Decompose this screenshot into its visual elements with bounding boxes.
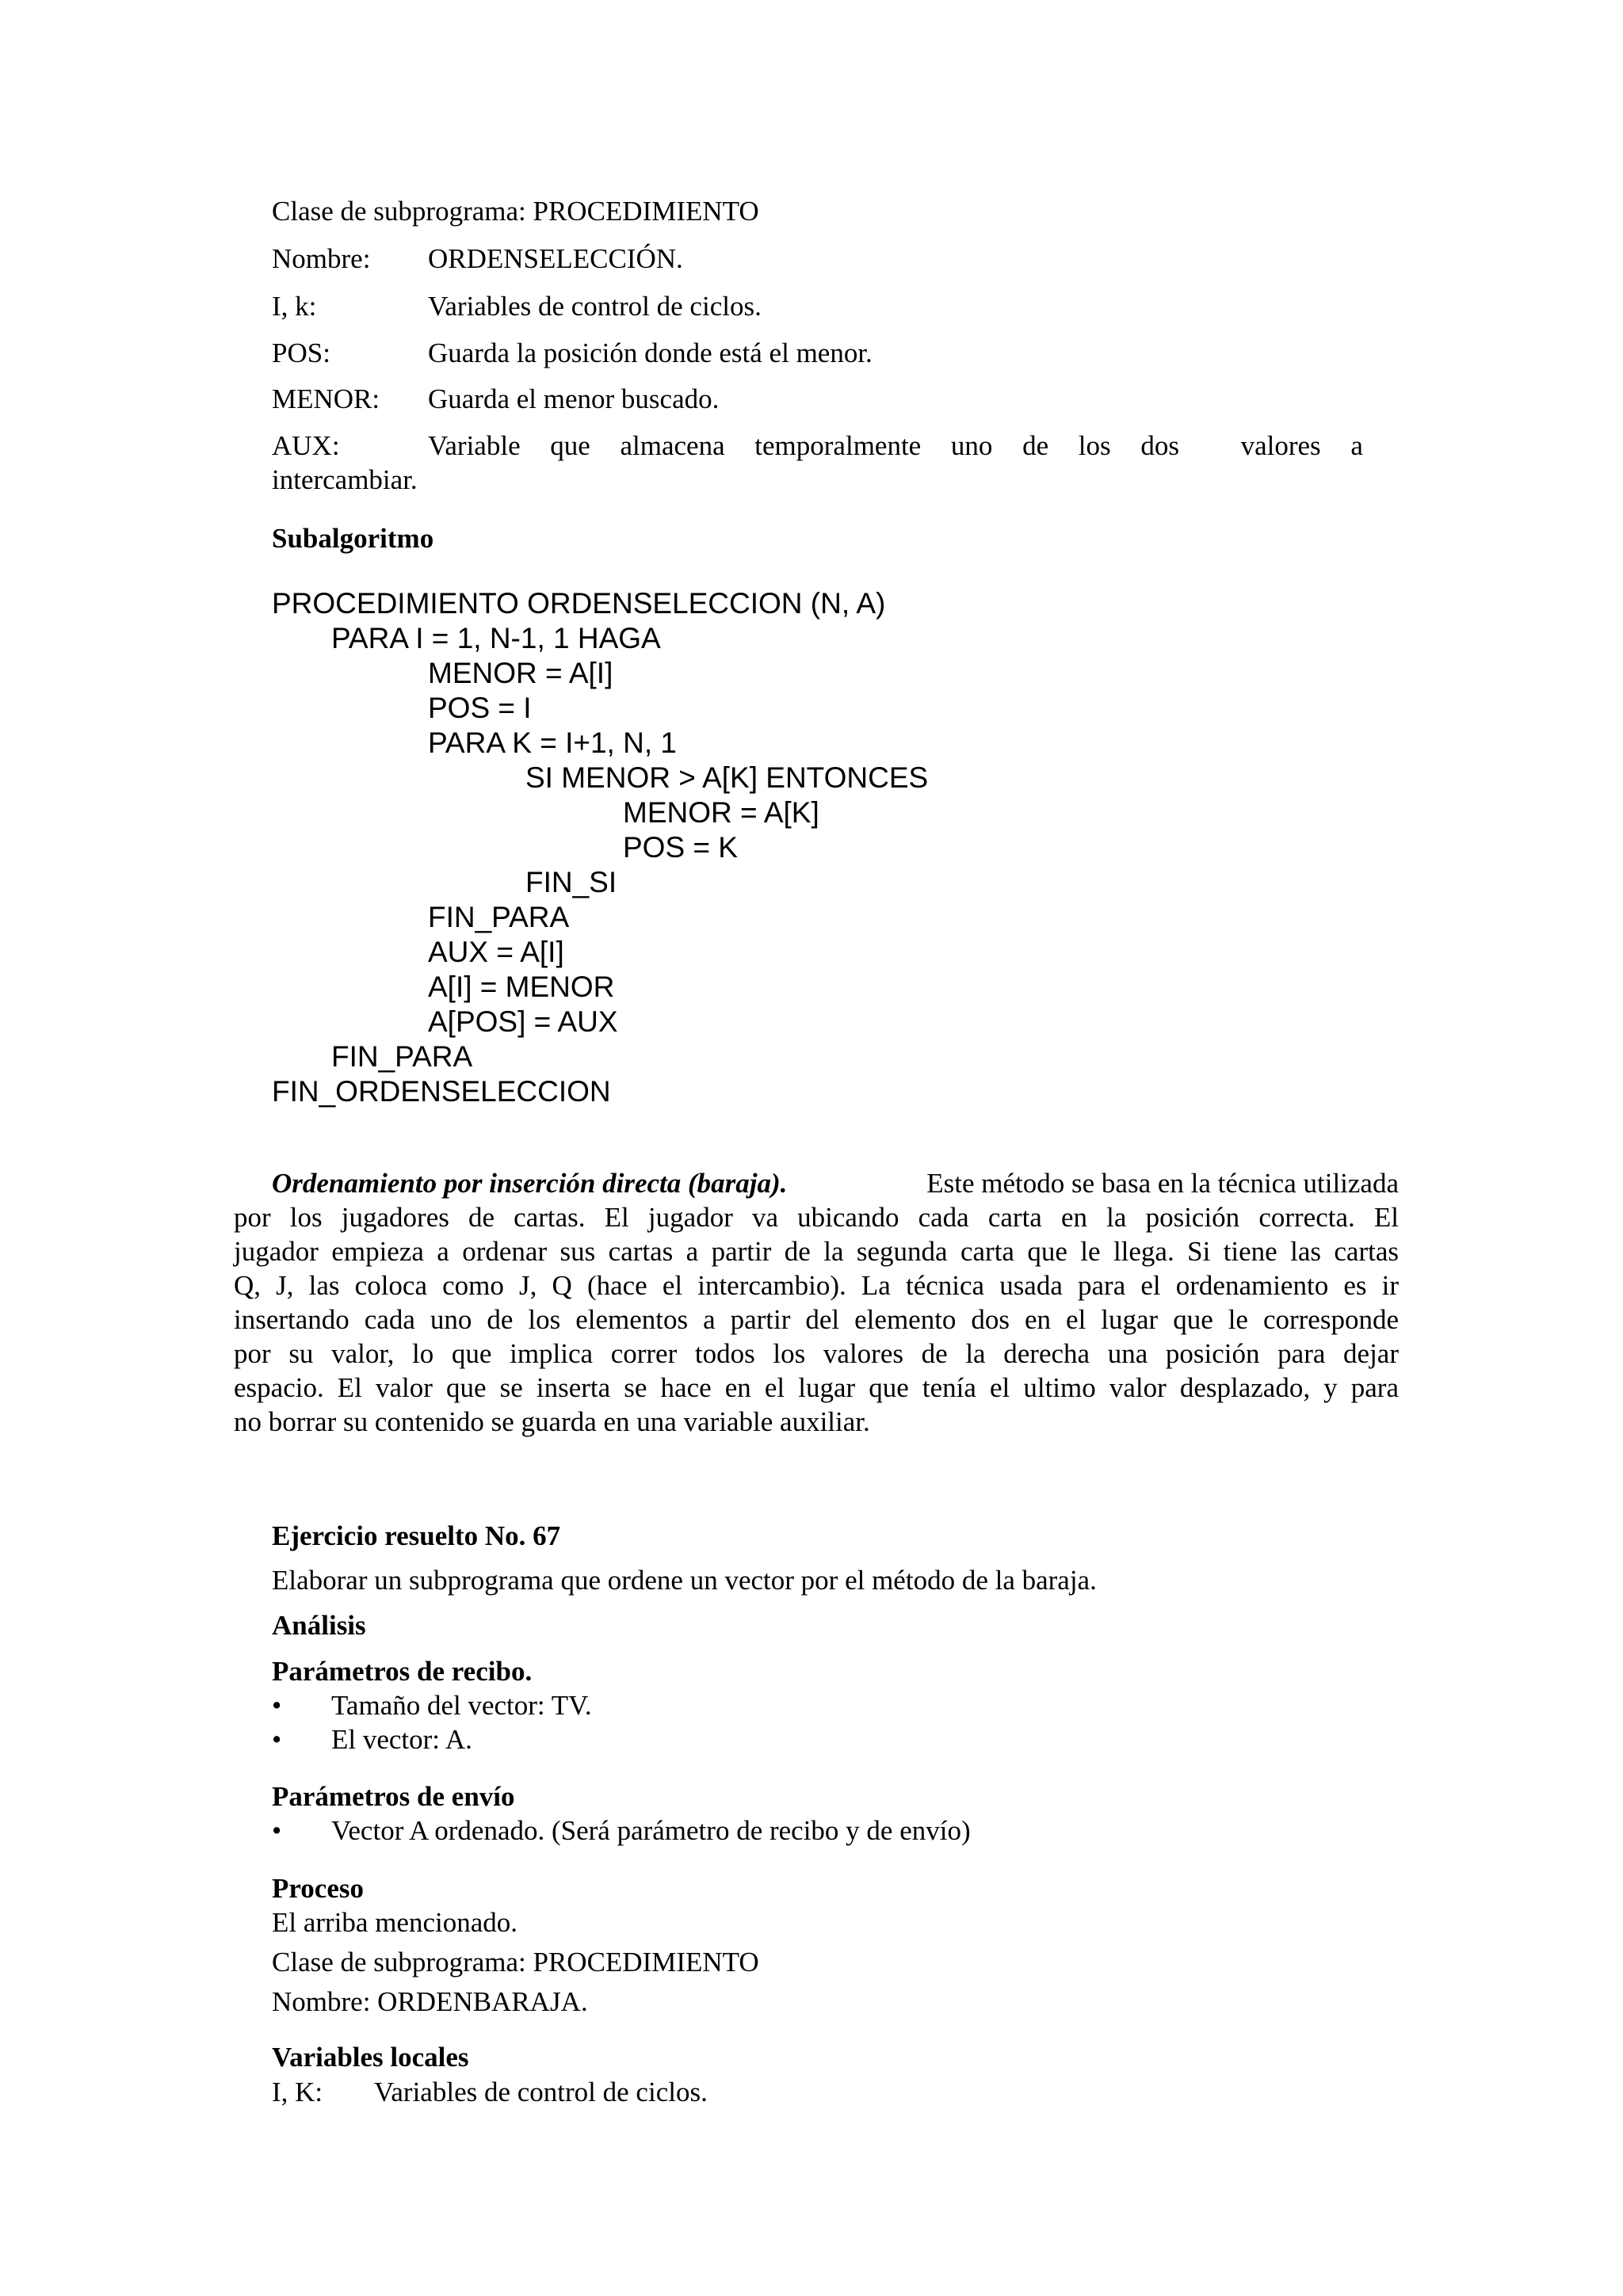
- ejercicio-heading: Ejercicio resuelto No. 67: [272, 1520, 561, 1551]
- insercion-body: [234, 1200, 1399, 1439]
- code-line: PARA K = I+1, N, 1: [428, 727, 677, 759]
- analisis-heading: Análisis: [272, 1610, 366, 1641]
- aux-word: de: [1022, 430, 1049, 461]
- bullet: •: [272, 1815, 282, 1846]
- aux-word: Variable: [428, 430, 521, 461]
- variables-heading: Variables locales: [272, 2042, 469, 2073]
- code-line: MENOR = A[I]: [428, 657, 613, 689]
- aux-word: uno: [950, 430, 993, 461]
- nombre-label: Nombre:: [272, 243, 371, 274]
- code-line: POS = K: [623, 831, 738, 864]
- code-line: FIN_SI: [525, 866, 617, 898]
- code-line: PROCEDIMIENTO ORDENSELECCION (N, A): [272, 587, 886, 620]
- code-line: POS = I: [428, 692, 532, 724]
- aux-label: AUX:: [272, 430, 340, 461]
- menor-label: MENOR:: [272, 383, 380, 414]
- code-line: A[POS] = AUX: [428, 1005, 618, 1038]
- proceso-heading: Proceso: [272, 1873, 364, 1904]
- aux-word: almacena: [620, 430, 725, 461]
- aux-word: los: [1078, 430, 1111, 461]
- pos-label: POS:: [272, 338, 330, 368]
- code-line: FIN_PARA: [331, 1040, 473, 1073]
- aux-continuation: intercambiar.: [272, 464, 418, 495]
- envio-item: Vector A ordenado. (Será parámetro de recibo y de envío): [331, 1815, 971, 1846]
- bullet: •: [272, 1724, 282, 1755]
- paragraph-line: no borrar su contenido se guarda en una variable auxiliar.: [234, 1406, 870, 1437]
- code-line: FIN_PARA: [428, 901, 570, 933]
- insercion-paragraph: [234, 1166, 1399, 1200]
- ejercicio-enunciado: Elaborar un subprograma que ordene un vector por el método de la baraja.: [272, 1565, 1097, 1596]
- aux-word: que: [550, 430, 590, 461]
- recibo-heading: Parámetros de recibo.: [272, 1656, 533, 1687]
- recibo-item: Tamaño del vector: TV.: [331, 1690, 592, 1721]
- paragraph-line: Q, J, las coloca como J, Q (hace el intercambio). La técnica usada para el ordenamiento es ir: [234, 1270, 1399, 1301]
- var-value: Variables de control de ciclos.: [374, 2077, 708, 2107]
- menor-value: Guarda el menor buscado.: [428, 383, 720, 414]
- aux-word: a: [1350, 430, 1363, 461]
- aux-word: dos: [1140, 430, 1179, 461]
- aux-description: [428, 429, 1363, 463]
- proceso-line: Nombre: ORDENBARAJA.: [272, 1986, 588, 2017]
- proceso-line: Clase de subprograma: PROCEDIMIENTO: [272, 1947, 759, 1978]
- clase-subprograma-line: Clase de subprograma: PROCEDIMIENTO: [272, 196, 759, 227]
- ik-label: I, k:: [272, 291, 317, 322]
- code-line: MENOR = A[K]: [623, 796, 819, 829]
- envio-heading: Parámetros de envío: [272, 1781, 515, 1812]
- code-line: FIN_ORDENSELECCION: [272, 1075, 611, 1108]
- bullet: •: [272, 1690, 282, 1721]
- pos-value: Guarda la posición donde está el menor.: [428, 338, 873, 368]
- paragraph-line: espacio. El valor que se inserta se hace en el lugar que tenía el ultimo valor desplazado, y para: [234, 1372, 1399, 1403]
- aux-word: valores: [1240, 430, 1321, 461]
- ik-value: Variables de control de ciclos.: [428, 291, 762, 322]
- var-label: I, K:: [272, 2077, 323, 2107]
- code-line: PARA I = 1, N-1, 1 HAGA: [331, 622, 661, 654]
- insercion-title: Ordenamiento por inserción directa (baraja).: [272, 1168, 788, 1199]
- paragraph-line: por su valor, lo que implica correr todos los valores de la derecha una posición para dejar: [234, 1338, 1399, 1369]
- paragraph-line: por los jugadores de cartas. El jugador va ubicando cada carta en la posición correcta. El: [234, 1202, 1399, 1233]
- aux-word: temporalmente: [754, 430, 922, 461]
- subalgoritmo-heading: Subalgoritmo: [272, 523, 434, 554]
- code-line: SI MENOR > A[K] ENTONCES: [525, 761, 929, 794]
- code-line: AUX = A[I]: [428, 936, 564, 968]
- recibo-item: El vector: A.: [331, 1724, 472, 1755]
- code-line: A[I] = MENOR: [428, 971, 615, 1003]
- paragraph-line: Este método se basa en la técnica utilizada: [926, 1168, 1399, 1199]
- nombre-value: ORDENSELECCIÓN.: [428, 243, 683, 274]
- paragraph-first-line: [234, 1166, 1399, 1200]
- paragraph-line: jugador empieza a ordenar sus cartas a partir de la segunda carta que le llega. Si tiene las cartas: [234, 1236, 1399, 1267]
- proceso-line: El arriba mencionado.: [272, 1907, 518, 1938]
- paragraph-line: insertando cada uno de los elementos a partir del elemento dos en el lugar que le corresponde: [234, 1304, 1399, 1335]
